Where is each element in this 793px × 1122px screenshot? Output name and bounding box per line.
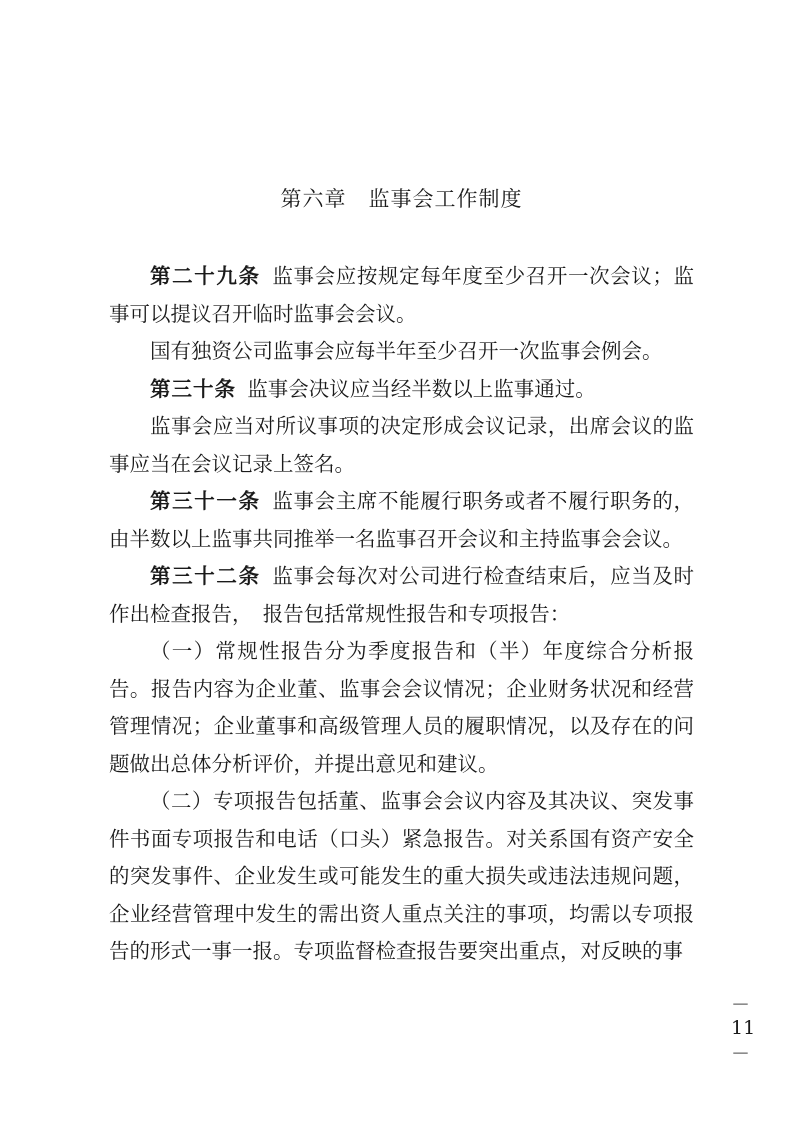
paragraph-text: 监事会每次对公司进行检查结束后，应当及时作出检查报告， 报告包括常规性报告和专项报告： bbox=[109, 564, 695, 626]
paragraph-text: （一）常规性报告分为季度报告和（半）年度综合分析报告。报告内容为企业董、监事会会议情况；企业财务状况和经营管理情况；企业董事和高级管理人员的履职情况，以及存在的问题做出总体分析评价，并提出意见和建议。 bbox=[109, 639, 694, 776]
page-number: －11－ bbox=[731, 994, 756, 1065]
paragraph-2 bbox=[109, 333, 694, 371]
paragraph-5 bbox=[109, 483, 694, 558]
article-number: 第三十一条 bbox=[150, 489, 272, 513]
paragraph-text: 监事会主席不能履行职务或者不履行职务的，由半数以上监事共同推举一名监事召开会议和主持监事会会议。 bbox=[109, 489, 695, 551]
paragraph-text: 监事会应按规定每年度至少召开一次会议；监事可以提议召开临时监事会会议。 bbox=[109, 264, 695, 326]
paragraph-6 bbox=[109, 558, 694, 633]
paragraph-8 bbox=[109, 783, 694, 971]
paragraph-7 bbox=[109, 633, 694, 783]
paragraph-text: 监事会应当对所议事项的决定形成会议记录，出席会议的监事应当在会议记录上签名。 bbox=[109, 414, 694, 476]
chapter-title: 第六章 监事会工作制度 bbox=[280, 187, 523, 211]
paragraph-4 bbox=[109, 408, 694, 483]
body-text bbox=[109, 258, 694, 971]
paragraph-text: （二）专项报告包括董、监事会会议内容及其决议、突发事件书面专项报告和电话（口头）紧急报告。对关系国有资产安全的突发事件、企业发生或可能发生的重大损失或违法违规问题，企业经营管理中发生的需出资人重点关注的事项，均需以专项报告的形式一事一报。专项监督检查报告要突出重点，对反映的事 bbox=[109, 789, 694, 963]
paragraph-text: 监事会决议应当经半数以上监事通过。 bbox=[247, 376, 596, 401]
document-page bbox=[109, 0, 756, 1122]
article-number: 第二十九条 bbox=[150, 264, 272, 288]
paragraph-3 bbox=[109, 371, 694, 409]
article-number: 第三十二条 bbox=[150, 564, 272, 588]
paragraph-text: 国有独资公司监事会应每半年至少召开一次监事会例会。 bbox=[150, 339, 663, 363]
paragraph-1 bbox=[109, 258, 694, 333]
article-number: 第三十条 bbox=[150, 376, 248, 401]
